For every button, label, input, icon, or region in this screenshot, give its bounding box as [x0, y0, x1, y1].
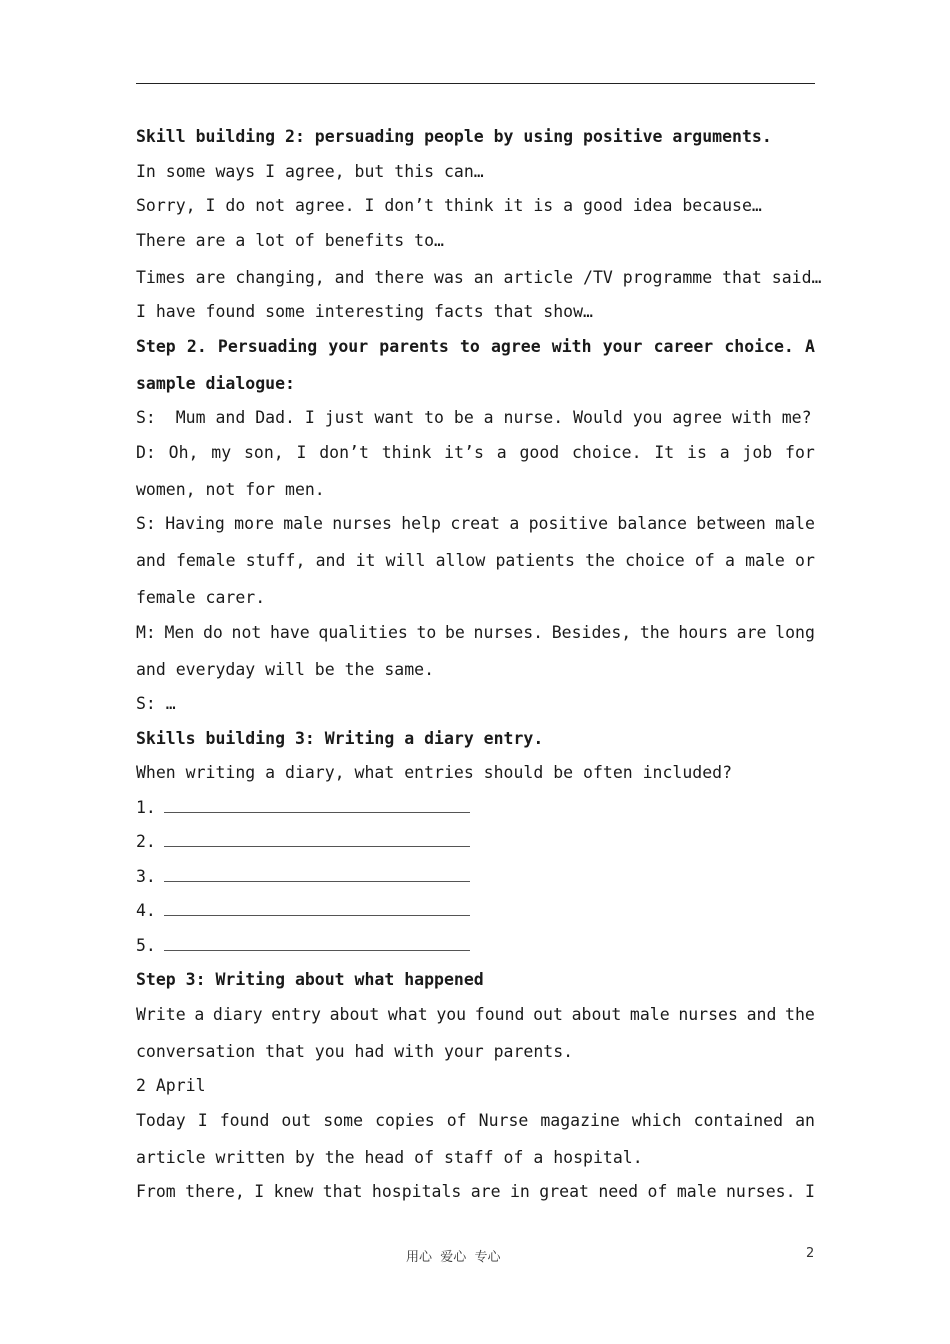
word: son, [243, 442, 284, 462]
word: Today [136, 1110, 186, 1130]
phrase-2: Sorry, I do not agree. I don’t think it is a good idea because… [136, 196, 762, 215]
word: Having [165, 514, 225, 533]
word: are [736, 622, 767, 642]
word: and [136, 551, 166, 570]
blank-number: 1. [136, 797, 156, 817]
word: Persuading [217, 336, 318, 356]
word: It [654, 442, 675, 462]
word: Step [136, 336, 176, 356]
dialogue-son-2-line-2 [136, 546, 815, 583]
word: with [551, 336, 592, 356]
word: knew [273, 1182, 314, 1201]
word: there, [185, 1182, 245, 1201]
word: hospitals [371, 1182, 462, 1201]
word: your [602, 336, 643, 356]
word: an [795, 1110, 815, 1130]
dialogue-son-2-line-1 [136, 509, 815, 546]
word: you [436, 1004, 467, 1024]
word: creat [450, 514, 500, 533]
step-2-title-line-2: sample dialogue: [136, 373, 295, 393]
word: in [509, 1182, 530, 1201]
step-3-instruction-line-1 [136, 1000, 815, 1037]
answer-line[interactable] [164, 794, 470, 813]
word: Men [164, 622, 195, 642]
phrase-3: There are a lot of benefits to… [136, 230, 444, 250]
footer-motto: 用心 爱心 专心 [406, 1250, 501, 1265]
word: nurses [332, 514, 392, 533]
answer-line[interactable] [164, 932, 470, 951]
phrase-5: I have found some interesting facts that show… [136, 302, 593, 321]
word: found [219, 1110, 270, 1130]
word: male [283, 514, 323, 533]
blank-number: 3. [136, 866, 156, 886]
word: 2. [186, 336, 207, 356]
word: a [724, 551, 735, 570]
word: think [381, 442, 432, 462]
word: I [296, 442, 307, 462]
header-rule [136, 83, 815, 84]
word: are [470, 1182, 501, 1201]
word: choice. [724, 336, 794, 356]
word: long [775, 622, 815, 642]
phrase-4: Times are changing, and there was an article /TV programme that said… [136, 267, 822, 287]
word: Write [136, 1004, 186, 1024]
word: entry [271, 1004, 321, 1024]
word: male [775, 514, 815, 533]
word: job [742, 442, 773, 462]
document-body [136, 122, 822, 1212]
word: and [315, 551, 346, 570]
word: parents [379, 336, 449, 356]
word: great [539, 1182, 589, 1201]
step-3-instruction-line-2: conversation that you had with your parents. [136, 1041, 574, 1061]
word: female [176, 551, 236, 570]
word: between [696, 514, 766, 533]
diary-question: When writing a diary, what entries should be often included? [136, 763, 733, 782]
word: about [329, 1004, 380, 1024]
answer-blank-2 [136, 827, 815, 862]
word: Nurse [478, 1110, 529, 1130]
diary-date: 2 April [136, 1076, 206, 1095]
word: a [719, 442, 730, 462]
word: don’t [319, 442, 369, 462]
word: contained [693, 1110, 784, 1130]
diary-paragraph-1-line-1 [136, 1106, 815, 1143]
word: agree [490, 336, 541, 356]
dialogue-dad-1-line-2: women, not for men. [136, 479, 325, 499]
page-number: 2 [806, 1246, 815, 1261]
word: about [571, 1004, 622, 1024]
word: or [795, 551, 815, 570]
answer-blank-5 [136, 931, 815, 966]
word: the [785, 1004, 815, 1024]
blank-number: 2. [136, 832, 156, 851]
answer-line[interactable] [164, 863, 470, 882]
word: will [385, 551, 426, 570]
word: I [254, 1182, 265, 1201]
word: it’s [444, 442, 484, 462]
word: what [387, 1004, 428, 1024]
word: found [474, 1004, 525, 1024]
blank-number: 5. [136, 935, 156, 955]
step-3-title: Step 3: Writing about what happened [136, 970, 484, 989]
phrase-1: In some ways I agree, but this can… [136, 161, 484, 181]
word: male [676, 1182, 717, 1201]
word: choice [625, 551, 685, 570]
word: out [281, 1110, 312, 1130]
word: nurses. [726, 1182, 796, 1201]
answer-blank-4 [136, 896, 815, 931]
word: career [653, 336, 714, 356]
word: D: [136, 442, 156, 462]
answer-blank-1 [136, 793, 815, 828]
word: to [459, 336, 480, 356]
word: some [323, 1110, 364, 1130]
word: a [194, 1004, 205, 1024]
word: have [270, 622, 310, 642]
dialogue-mum-1-line-2: and everyday will be the same. [136, 659, 435, 679]
word: a [509, 514, 520, 533]
skills-building-3-heading: Skills building 3: Writing a diary entry. [136, 728, 544, 748]
word: M: [136, 622, 156, 642]
dialogue-dad-1-line-1 [136, 438, 815, 475]
diary-paragraph-1-line-2: article written by the head of staff of a hospital. [136, 1147, 643, 1167]
word: my [211, 442, 232, 462]
word: From [136, 1182, 176, 1201]
word: the [585, 551, 615, 570]
answer-line[interactable] [164, 828, 470, 847]
word: need [598, 1182, 639, 1201]
word: good [519, 442, 560, 462]
word: a [496, 442, 507, 462]
answer-blank-3 [136, 862, 815, 897]
word: of [446, 1110, 467, 1130]
word: to [416, 622, 437, 642]
word: nurses. [473, 622, 544, 642]
dialogue-mum-1-line-1 [136, 618, 815, 655]
word: S: [136, 514, 156, 533]
word: positive [528, 514, 609, 533]
word: I [197, 1110, 208, 1130]
word: nurses [678, 1004, 738, 1024]
word: stuff, [245, 551, 306, 570]
word: patients [495, 551, 575, 570]
step-2-title-line-1 [136, 332, 815, 369]
dialogue-son-1: S: Mum and Dad. I just want to be a nurse. Would you agree with me? [136, 408, 812, 427]
word: it [355, 551, 376, 570]
dialogue-son-2-line-3: female carer. [136, 588, 266, 607]
word: more [234, 514, 274, 533]
word: A [805, 336, 815, 356]
word: of [694, 551, 715, 570]
word: hours [678, 622, 729, 642]
word: be [445, 622, 465, 642]
word: qualities [318, 622, 408, 642]
diary-paragraph-2-line-1 [136, 1177, 815, 1212]
word: that [322, 1182, 363, 1201]
skill-building-2-heading: Skill building 2: persuading people by using positive arguments. [136, 127, 772, 146]
word: diary [212, 1004, 263, 1024]
blank-number: 4. [136, 901, 156, 920]
word: and [746, 1004, 777, 1024]
word: the [639, 622, 670, 642]
word: I [804, 1182, 815, 1201]
word: which [631, 1110, 682, 1130]
word: choice. [572, 442, 642, 462]
word: help [401, 514, 441, 533]
word: male [629, 1004, 670, 1024]
word: for [785, 442, 815, 462]
word: not [231, 622, 262, 642]
word: allow [435, 551, 486, 570]
word: out [533, 1004, 563, 1024]
word: copies [375, 1110, 435, 1130]
answer-line[interactable] [164, 897, 470, 916]
word: your [328, 336, 369, 356]
word: of [647, 1182, 668, 1201]
word: do [203, 622, 223, 642]
word: magazine [540, 1110, 620, 1130]
word: is [687, 442, 707, 462]
word: Besides, [551, 622, 632, 642]
word: balance [617, 514, 687, 533]
word: Oh, [168, 442, 199, 462]
word: male [745, 551, 785, 570]
dialogue-son-3: S: … [136, 694, 176, 713]
